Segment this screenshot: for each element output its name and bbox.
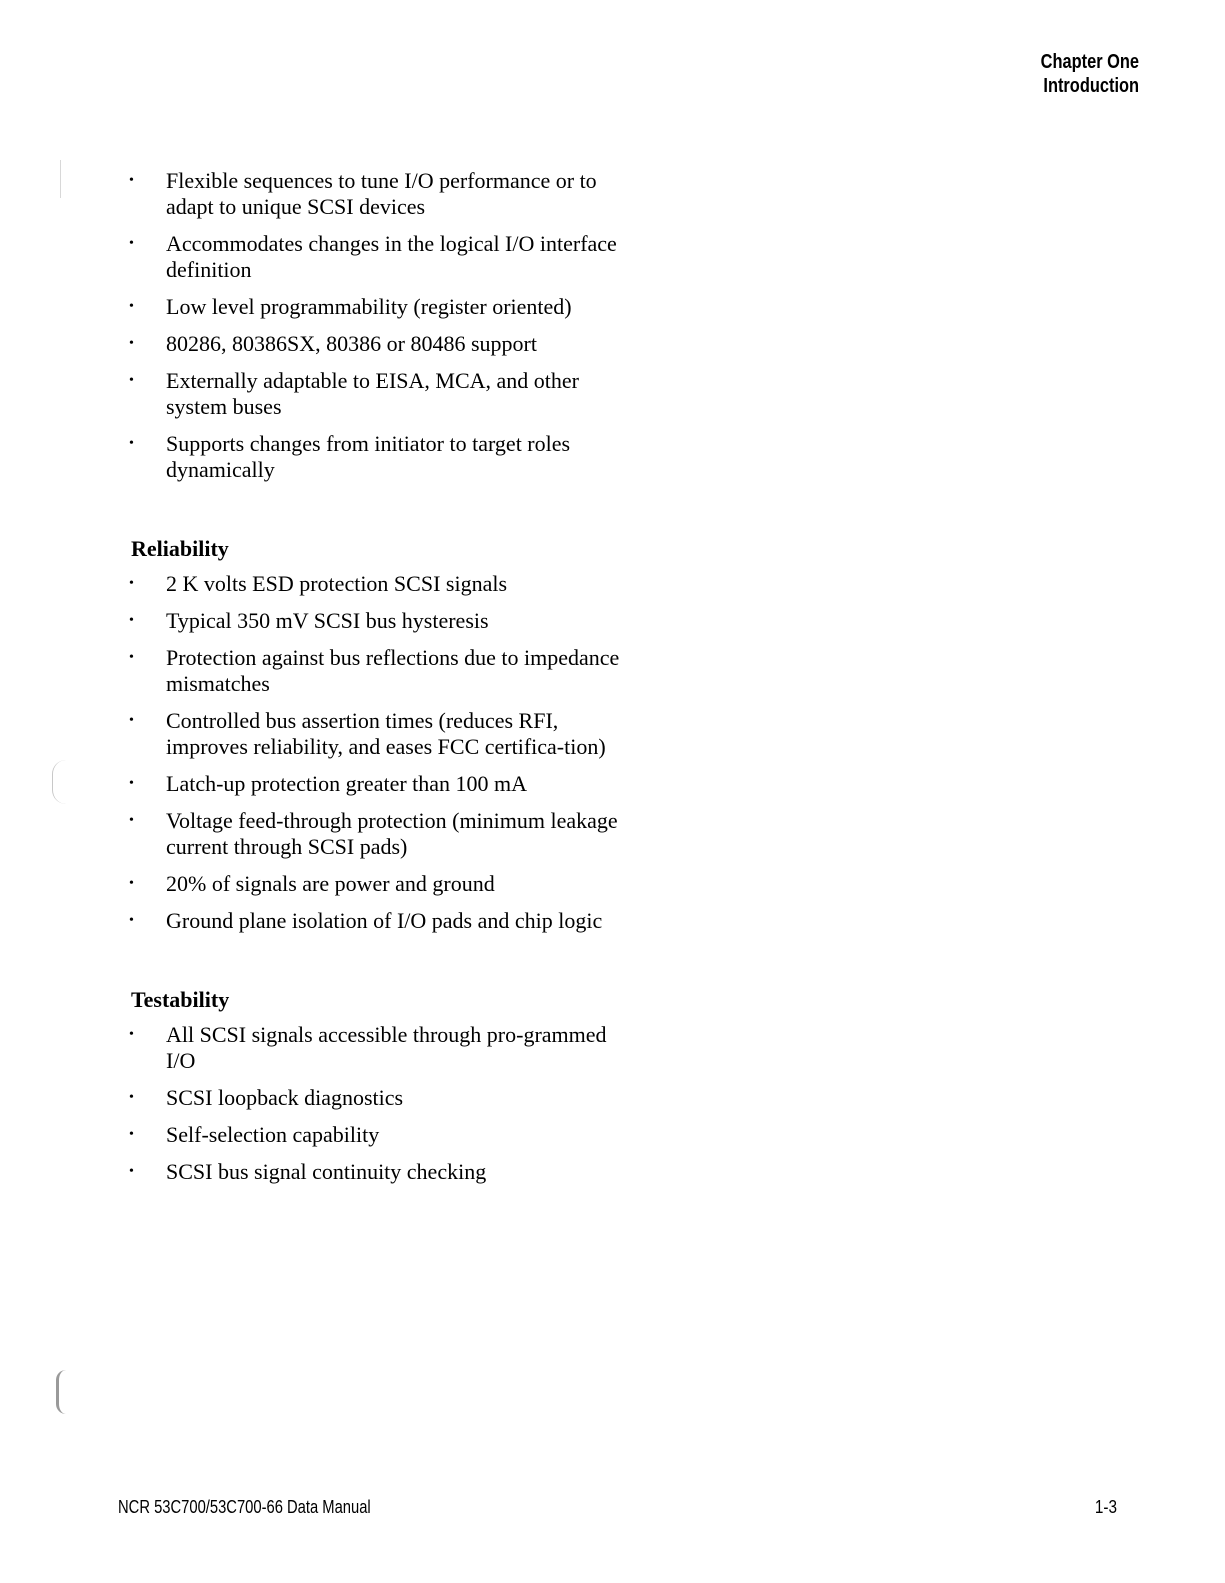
bullet-icon: • — [129, 299, 134, 314]
chapter-title: Introduction — [1043, 75, 1139, 97]
bullet-icon: • — [129, 576, 134, 591]
list-item — [131, 168, 631, 220]
list-item-text: Flexible sequences to tune I/O performance or to adapt to unique SCSI devices — [166, 168, 597, 219]
bullet-icon: • — [129, 436, 134, 451]
list-item — [131, 708, 631, 760]
list-item-text: Externally adaptable to EISA, MCA, and other system buses — [166, 368, 580, 419]
reliability-heading: Reliability — [131, 536, 229, 561]
bullet-icon: • — [129, 650, 134, 665]
list-item — [131, 431, 631, 483]
list-item-text: Accommodates changes in the logical I/O interface definition — [166, 231, 617, 282]
list-item — [131, 608, 631, 634]
page-number: 1-3 — [1094, 1497, 1117, 1517]
list-item — [131, 331, 631, 357]
reliability-feature-list — [131, 571, 631, 934]
bullet-icon: • — [129, 876, 134, 891]
list-item-text: Ground plane isolation of I/O pads and chip logic — [166, 908, 603, 933]
testability-heading: Testability — [131, 987, 230, 1012]
bullet-icon: • — [129, 173, 134, 188]
bullet-icon: • — [129, 1090, 134, 1105]
bullet-icon: • — [129, 373, 134, 388]
manual-title: NCR 53C700/53C700-66 Data Manual — [118, 1497, 371, 1517]
scan-artifact — [60, 160, 61, 198]
list-item — [131, 771, 631, 797]
list-item-text: 20% of signals are power and ground — [166, 871, 495, 896]
list-item-text: Self-selection capability — [166, 1122, 380, 1147]
bullet-icon: • — [129, 236, 134, 251]
list-item-text: Controlled bus assertion times (reduces RFI, improves reliability, and eases FCC certifica-tion) — [166, 708, 606, 759]
list-item-text: SCSI loopback diagnostics — [166, 1085, 404, 1110]
bullet-icon: • — [129, 1127, 134, 1142]
list-item — [131, 294, 631, 320]
list-item — [131, 871, 631, 897]
list-item — [131, 1159, 631, 1185]
list-item-text: Latch-up protection greater than 100 mA — [166, 771, 528, 796]
page-content — [131, 168, 631, 1196]
page-header — [1041, 50, 1139, 98]
list-item — [131, 808, 631, 860]
bullet-icon: • — [129, 813, 134, 828]
bullet-icon: • — [129, 913, 134, 928]
list-item — [131, 1122, 631, 1148]
binding-hole-mark — [56, 1370, 69, 1414]
list-item — [131, 1085, 631, 1111]
list-item — [131, 1022, 631, 1074]
list-item-text: 2 K volts ESD protection SCSI signals — [166, 571, 508, 596]
list-item-text: SCSI bus signal continuity checking — [166, 1159, 487, 1184]
list-item-text: All SCSI signals accessible through pro-grammed I/O — [166, 1022, 607, 1073]
bullet-icon: • — [129, 1027, 134, 1042]
list-item-text: Protection against bus reflections due to impedance mismatches — [166, 645, 620, 696]
list-item — [131, 368, 631, 420]
intro-feature-list — [131, 168, 631, 483]
bullet-icon: • — [129, 613, 134, 628]
list-item — [131, 231, 631, 283]
list-item-text: Low level programmability (register oriented) — [166, 294, 572, 319]
list-item-text: Supports changes from initiator to target roles dynamically — [166, 431, 571, 482]
list-item — [131, 908, 631, 934]
list-item-text: 80286, 80386SX, 80386 or 80486 support — [166, 331, 537, 356]
list-item-text: Typical 350 mV SCSI bus hysteresis — [166, 608, 489, 633]
bullet-icon: • — [129, 336, 134, 351]
bullet-icon: • — [129, 776, 134, 791]
bullet-icon: • — [129, 1164, 134, 1179]
bullet-icon: • — [129, 713, 134, 728]
list-item — [131, 571, 631, 597]
list-item — [131, 645, 631, 697]
list-item-text: Voltage feed-through protection (minimum leakage current through SCSI pads) — [166, 808, 618, 859]
chapter-label: Chapter One — [1040, 51, 1139, 73]
testability-feature-list — [131, 1022, 631, 1185]
scan-artifact — [52, 760, 67, 804]
